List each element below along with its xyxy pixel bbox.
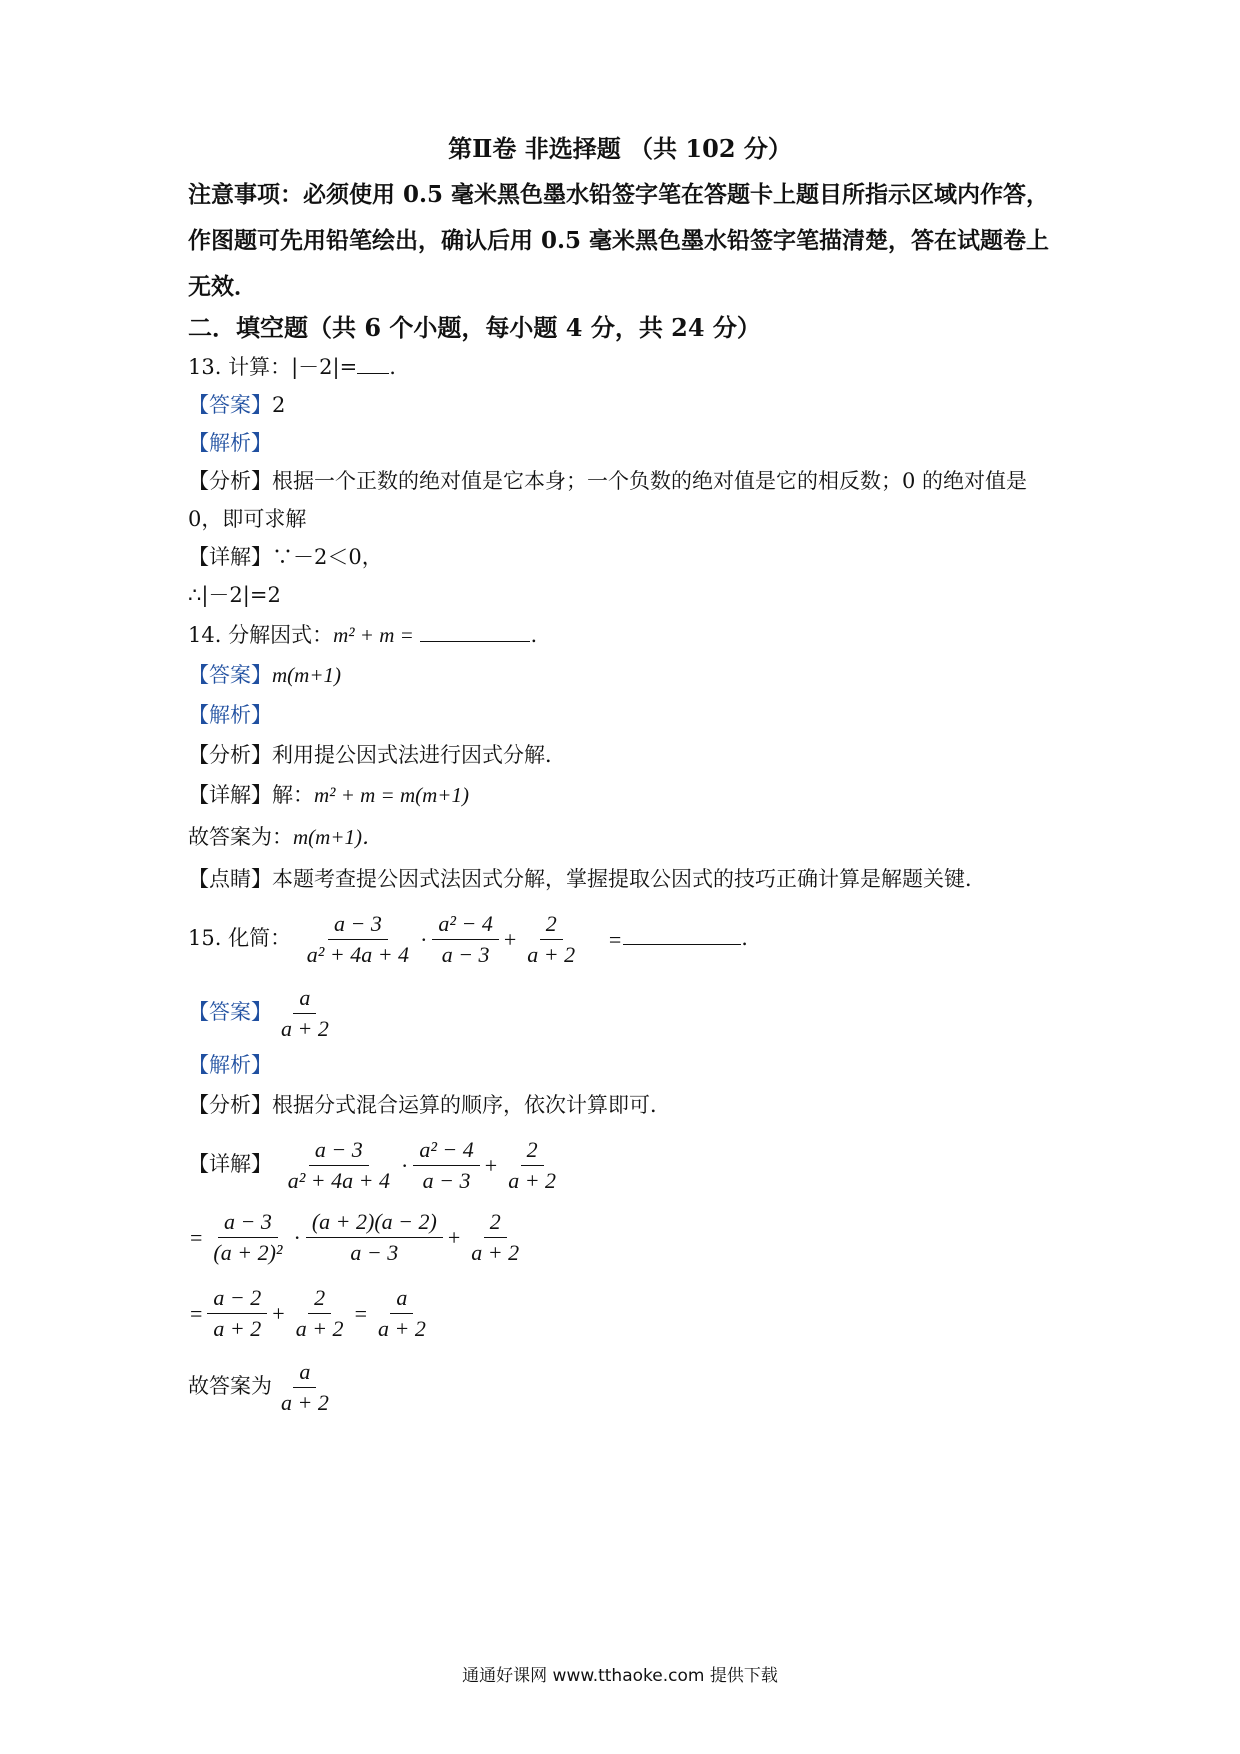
q15-f1-den: a² + 4a + 4	[306, 942, 410, 967]
q15-f2-den: a − 3	[441, 942, 490, 967]
q15-answer-num: a	[293, 985, 316, 1014]
detail-label: 【详解】	[188, 783, 272, 807]
q15-conclusion-num: a	[293, 1359, 316, 1388]
q15-conclusion-text: 故答案为	[188, 1374, 272, 1398]
dot-operator: ·	[293, 1224, 301, 1250]
q15-fraction-1	[301, 911, 415, 968]
q14-dianjing	[188, 864, 986, 894]
q15-d1-fraction-1	[282, 1137, 396, 1194]
q15-s3-fraction-2	[290, 1285, 350, 1342]
q15-step-2	[188, 1206, 528, 1268]
q14-period: .	[530, 623, 538, 647]
q15-step-3	[188, 1282, 435, 1344]
q15-f3-den: a + 2	[527, 942, 576, 967]
q14-analysis	[188, 700, 272, 730]
q15-d1-f1-num: a − 3	[309, 1137, 369, 1166]
analysis-label: 【解析】	[188, 1053, 272, 1077]
q13-answer-value: 2	[272, 393, 286, 417]
dot-operator: ·	[420, 926, 428, 952]
notice-text: 注意事项：必须使用 0.5 毫米黑色墨水铅签字笔在答题卡上题目所指示区域内作答，作图题可先用铅笔绘出，确认后用 0.5 毫米黑色墨水铅签字笔描清楚，答在试题卷上无效．	[188, 181, 1050, 300]
analysis-label: 【解析】	[188, 431, 272, 455]
equals-sign: =	[190, 1300, 203, 1326]
q15-s2-f3-num: 2	[484, 1209, 507, 1238]
q15-d1-f2-den: a − 3	[422, 1168, 471, 1193]
q15-f3-num: 2	[540, 911, 563, 940]
q14-question	[188, 620, 537, 650]
q15-equals: =	[608, 926, 622, 952]
q15-s2-f1-den: (a + 2)²	[213, 1240, 283, 1265]
q13-analysis	[188, 428, 272, 458]
q15-s2-fraction-2	[306, 1209, 443, 1266]
q13-detail	[188, 542, 383, 572]
q13-fenxi-cont: 0，即可求解	[188, 507, 307, 531]
q15-s3-f1-den: a + 2	[213, 1316, 262, 1341]
q14-detail	[188, 780, 469, 810]
q15-s3-f2-num: 2	[308, 1285, 331, 1314]
plus-operator: +	[272, 1300, 285, 1326]
q15-d1-f2-num: a² − 4	[413, 1137, 479, 1166]
q14-expr: m² + m =	[333, 623, 414, 647]
q13-step: ∴|－2|=2	[188, 583, 281, 607]
q15-s2-fraction-3	[465, 1209, 525, 1266]
q15-conclusion-fraction	[275, 1359, 335, 1416]
q15-d1-fraction-2	[413, 1137, 479, 1194]
answer-label: 【答案】	[188, 1000, 272, 1024]
q14-dianjing-text: 本题考查提公因式法因式分解，掌握提取公因式的技巧正确计算是解题关键．	[272, 867, 986, 891]
q15-question-text: 15. 化简：	[188, 926, 292, 950]
equals-sign: =	[354, 1300, 367, 1326]
q14-answer-value: m(m+1)	[272, 663, 341, 687]
fenxi-label: 【分析】	[188, 469, 272, 493]
q13-question-text: 13. 计算：|－2|=	[188, 355, 358, 379]
q14-fenxi	[188, 740, 566, 770]
q13-period: .	[389, 355, 396, 379]
dianjing-label: 【点睛】	[188, 867, 272, 891]
q15-fraction-3	[521, 911, 581, 968]
q15-fenxi-text: 根据分式混合运算的顺序，依次计算即可．	[272, 1093, 671, 1117]
q15-s2-f2-den: a − 3	[350, 1240, 399, 1265]
q14-answer	[188, 660, 341, 690]
q15-detail	[188, 1134, 565, 1196]
q15-question	[188, 908, 748, 970]
q15-conclusion-den: a + 2	[281, 1390, 329, 1415]
analysis-label: 【解析】	[188, 703, 272, 727]
q15-d1-f3-den: a + 2	[508, 1168, 557, 1193]
answer-label: 【答案】	[188, 393, 272, 417]
q14-conclusion-prefix: 故答案为：	[188, 825, 293, 849]
q15-s2-f2-num: (a + 2)(a − 2)	[306, 1209, 443, 1238]
q15-blank	[623, 924, 741, 945]
q15-s3-f1-num: a − 2	[207, 1285, 267, 1314]
q15-answer-den: a + 2	[281, 1016, 329, 1041]
q15-conclusion	[188, 1356, 338, 1418]
q13-detail-text: ∵－2＜0，	[272, 545, 383, 569]
q14-detail-expr: m² + m = m(m+1)	[314, 783, 469, 807]
plus-operator: +	[484, 1152, 498, 1178]
q13-fenxi	[188, 466, 1027, 496]
section-heading: 二．填空题（共 6 个小题，每小题 4 分，共 24 分）	[188, 313, 761, 342]
q15-answer-fraction	[275, 985, 335, 1042]
q15-fraction-2	[432, 911, 498, 968]
q15-s3-fraction-3	[372, 1285, 432, 1342]
q14-question-text: 14. 分解因式：	[188, 623, 334, 647]
q15-answer	[188, 982, 338, 1044]
q15-s3-f3-num: a	[390, 1285, 413, 1314]
q15-s3-fraction-1	[207, 1285, 267, 1342]
footer-text: 通通好课网 www.tthaoke.com 提供下载	[462, 1666, 778, 1686]
dot-operator: ·	[400, 1152, 409, 1178]
detail-label: 【详解】	[188, 545, 272, 569]
q15-f2-num: a² − 4	[432, 911, 498, 940]
q14-fenxi-text: 利用提公因式法进行因式分解．	[272, 743, 566, 767]
section-title: 第Ⅱ卷 非选择题 （共 102 分）	[448, 134, 792, 163]
plus-operator: +	[503, 926, 517, 952]
q15-s3-f3-den: a + 2	[377, 1316, 426, 1341]
detail-label: 【详解】	[188, 1152, 272, 1176]
q14-conclusion-expr: m(m+1)．	[293, 825, 383, 849]
q13-blank	[357, 353, 389, 374]
answer-label: 【答案】	[188, 663, 272, 687]
plus-operator: +	[447, 1224, 461, 1250]
q13-answer	[188, 390, 285, 420]
fenxi-label: 【分析】	[188, 1093, 272, 1117]
q15-fenxi	[188, 1090, 671, 1120]
q14-conclusion	[188, 822, 383, 852]
q14-detail-prefix: 解：	[272, 783, 314, 807]
q13-question	[188, 352, 396, 382]
q15-s3-f2-den: a + 2	[295, 1316, 344, 1341]
q15-s2-f1-num: a − 3	[218, 1209, 278, 1238]
equals-sign: =	[190, 1224, 203, 1250]
fenxi-label: 【分析】	[188, 743, 272, 767]
q14-blank	[420, 621, 530, 642]
q15-d1-fraction-3	[502, 1137, 562, 1194]
q15-s2-f3-den: a + 2	[471, 1240, 520, 1265]
q15-period: .	[741, 926, 748, 950]
q13-fenxi-text: 根据一个正数的绝对值是它本身；一个负数的绝对值是它的相反数；0 的绝对值是	[272, 469, 1028, 493]
q15-analysis	[188, 1050, 272, 1080]
q15-s2-fraction-1	[207, 1209, 288, 1266]
q15-f1-num: a − 3	[328, 911, 388, 940]
q15-d1-f3-num: 2	[521, 1137, 544, 1166]
q15-d1-f1-den: a² + 4a + 4	[287, 1168, 390, 1193]
